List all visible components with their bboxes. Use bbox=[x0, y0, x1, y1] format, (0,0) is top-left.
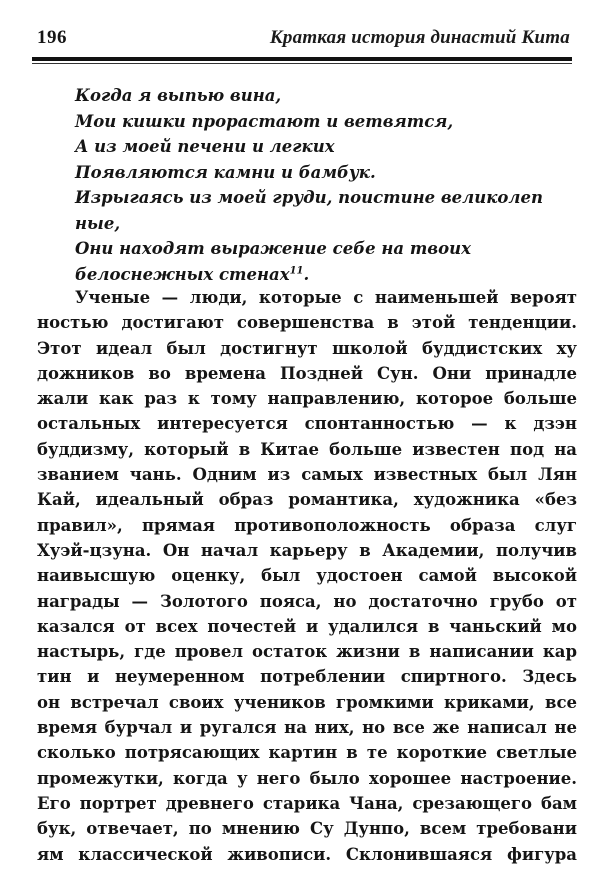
page-number: 196 bbox=[37, 27, 67, 48]
poem-line: Они находят выражение себе на твоих bbox=[75, 239, 471, 258]
paragraph-line: дожников во времена Поздней Сун. Они принадле bbox=[37, 363, 577, 383]
poem-line: Когда я выпью вина, bbox=[75, 86, 282, 105]
poem-line: ные, bbox=[75, 213, 121, 233]
paragraph-line: промежутки, когда у него было хорошее настроение. bbox=[37, 768, 577, 788]
paragraph-line: званием чань. Одним из самых известных был Лян bbox=[37, 465, 577, 485]
running-title: Краткая история династий Кита bbox=[269, 27, 570, 48]
paragraph-line: он встречал своих учеников громкими криками, все bbox=[37, 692, 577, 712]
paragraph-line: жали как раз к тому направлению, которое больше bbox=[37, 389, 577, 409]
paragraph-line: награды — Золотого пояса, но достаточно грубо от bbox=[37, 591, 577, 611]
paragraph-line: Этот идеал был достигнут школой буддистских ху bbox=[37, 338, 577, 358]
paragraph-line: время бурчал и ругался на них, но все же написал не bbox=[37, 718, 577, 738]
paragraph-line: настырь, где провел остаток жизни в написании кар bbox=[37, 642, 577, 662]
poem-line: Изрыгаясь из моей груди, поистине великолеп bbox=[75, 188, 543, 207]
poem-line-text: белоснежных стенах bbox=[75, 264, 290, 284]
poem-line: А из моей печени и легких bbox=[75, 137, 335, 156]
paragraph-line: сколько потрясающих картин в те короткие светлые bbox=[37, 743, 577, 763]
paragraph-line: Ученые — люди, которые с наименьшей вероят bbox=[75, 288, 577, 307]
paragraph-line: казался от всех почестей и удалился в чаньский мо bbox=[37, 616, 577, 636]
paragraph-line: тин и неумеренном потреблении спиртного. Здесь bbox=[37, 667, 577, 687]
poem-line: Мои кишки прорастают и ветвятся, bbox=[75, 111, 454, 131]
poem-end-punctuation: . bbox=[303, 264, 310, 284]
paragraph-line: ностью достигают совершенства в этой тенденции. bbox=[37, 313, 577, 333]
header-rule-thick bbox=[32, 57, 572, 61]
footnote-ref: 11 bbox=[289, 265, 304, 276]
paragraph-line: бук, отвечает, по мнению Су Дунпо, всем требовани bbox=[37, 819, 577, 839]
poem-block bbox=[75, 83, 575, 287]
paragraph-line: Кай, идеальный образ романтика, художника «без bbox=[37, 490, 577, 510]
paragraph-line: ям классической живописи. Склонившаяся фигура bbox=[37, 844, 577, 864]
header-rule-thin bbox=[32, 63, 572, 64]
poem-last-line bbox=[75, 262, 575, 288]
paragraph-line: Его портрет древнего старика Чана, срезающего бам bbox=[37, 793, 577, 813]
paragraph-line: Хуэй-цзуна. Он начал карьеру в Академии, получив bbox=[37, 540, 577, 560]
poem-line: Появляются камни и бамбук. bbox=[75, 162, 376, 182]
paragraph-line: правил», прямая противоположность образа слуг bbox=[37, 515, 577, 535]
body-paragraph bbox=[37, 285, 577, 867]
paragraph-line: буддизму, который в Китае больше известен под на bbox=[37, 439, 577, 459]
paragraph-line: остальных интересуется спонтанностью — к дзэн bbox=[37, 414, 577, 434]
paragraph-line: наивысшую оценку, был удостоен самой высокой bbox=[37, 566, 577, 586]
